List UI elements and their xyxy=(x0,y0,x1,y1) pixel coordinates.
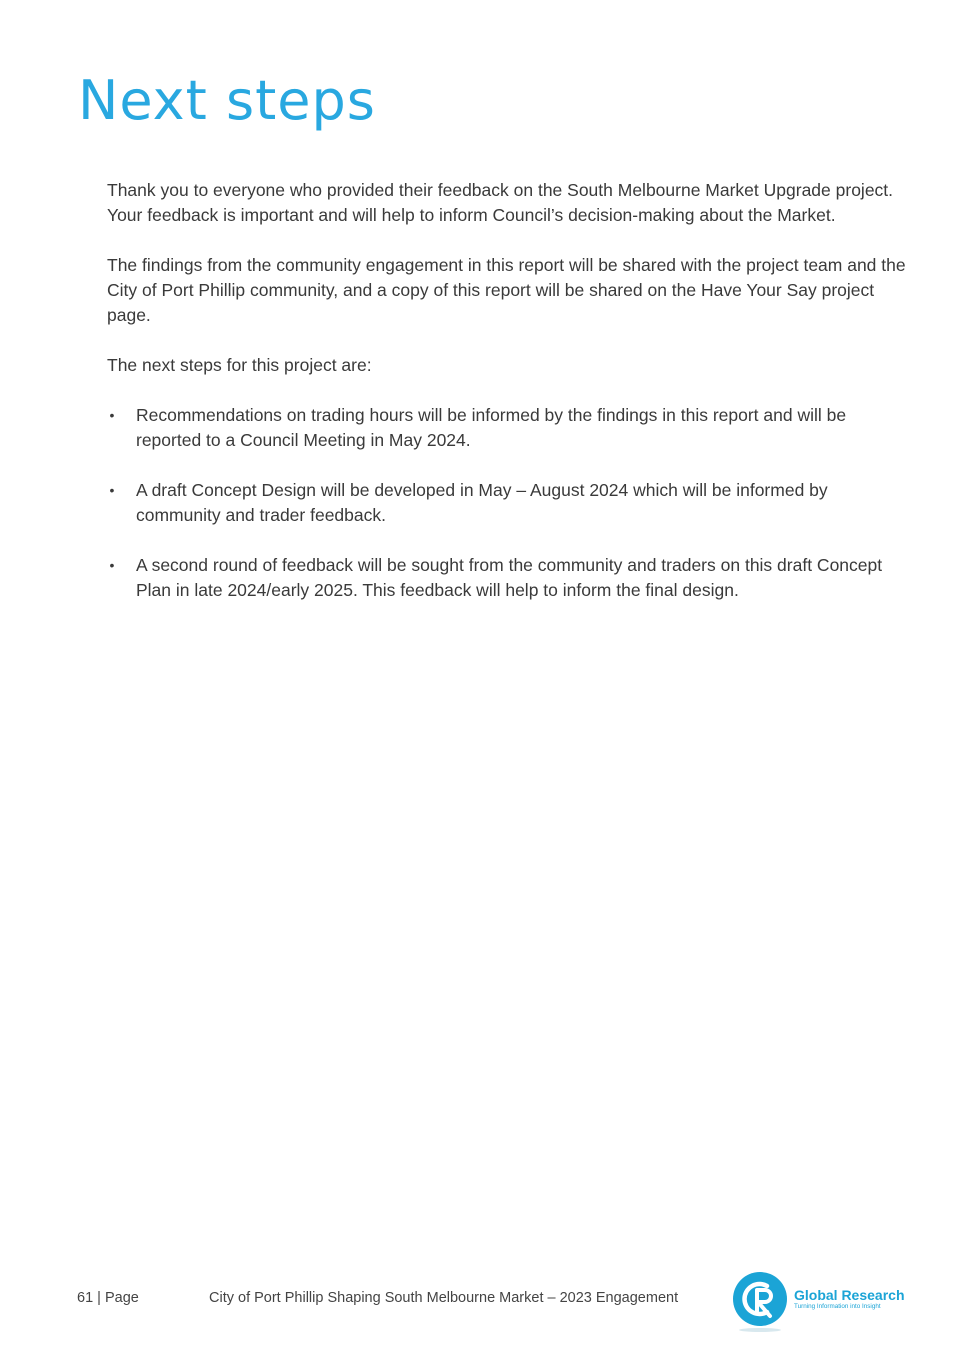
next-steps-list xyxy=(107,403,907,603)
document-title: City of Port Phillip Shaping South Melbourne Market – 2023 Engagement xyxy=(209,1290,679,1306)
bullet-icon: • xyxy=(109,557,115,573)
page-number: 61 | Page xyxy=(77,1290,139,1306)
list-item xyxy=(107,403,907,453)
list-item xyxy=(107,478,907,528)
global-research-logo xyxy=(733,1270,913,1332)
list-item xyxy=(107,553,907,603)
bullet-icon: • xyxy=(109,407,115,423)
page-title: Next steps xyxy=(78,69,376,132)
list-item-text: Recommendations on trading hours will be informed by the findings in this report and will be reported to a Council Meeting in May 2024. xyxy=(136,405,847,450)
logo-tagline: Turning Information into Insight xyxy=(794,1303,881,1310)
list-item-text: A second round of feedback will be sought from the community and traders on this draft Concept Plan in late 2024/early 2025. This feedback will help to inform the final design. xyxy=(136,555,883,600)
intro-paragraph: Thank you to everyone who provided their feedback on the South Melbourne Market Upgrade project. Your feedback is important and will help to inform Council’s decision-making about the Market. xyxy=(107,180,894,225)
findings-paragraph: The findings from the community engagement in this report will be shared with the project team and the City of Port Phillip community, and a copy of this report will be shared on the Have Your Say project page. xyxy=(107,255,906,325)
logo-shadow xyxy=(739,1328,781,1332)
bullet-icon: • xyxy=(109,482,115,498)
next-steps-lead: The next steps for this project are: xyxy=(107,355,372,375)
list-item-text: A draft Concept Design will be developed in May – August 2024 which will be informed by community and trader feedback. xyxy=(136,480,828,525)
page-body xyxy=(107,178,907,628)
global-research-logo-icon xyxy=(733,1272,787,1326)
logo-name: Global Research xyxy=(794,1287,905,1303)
